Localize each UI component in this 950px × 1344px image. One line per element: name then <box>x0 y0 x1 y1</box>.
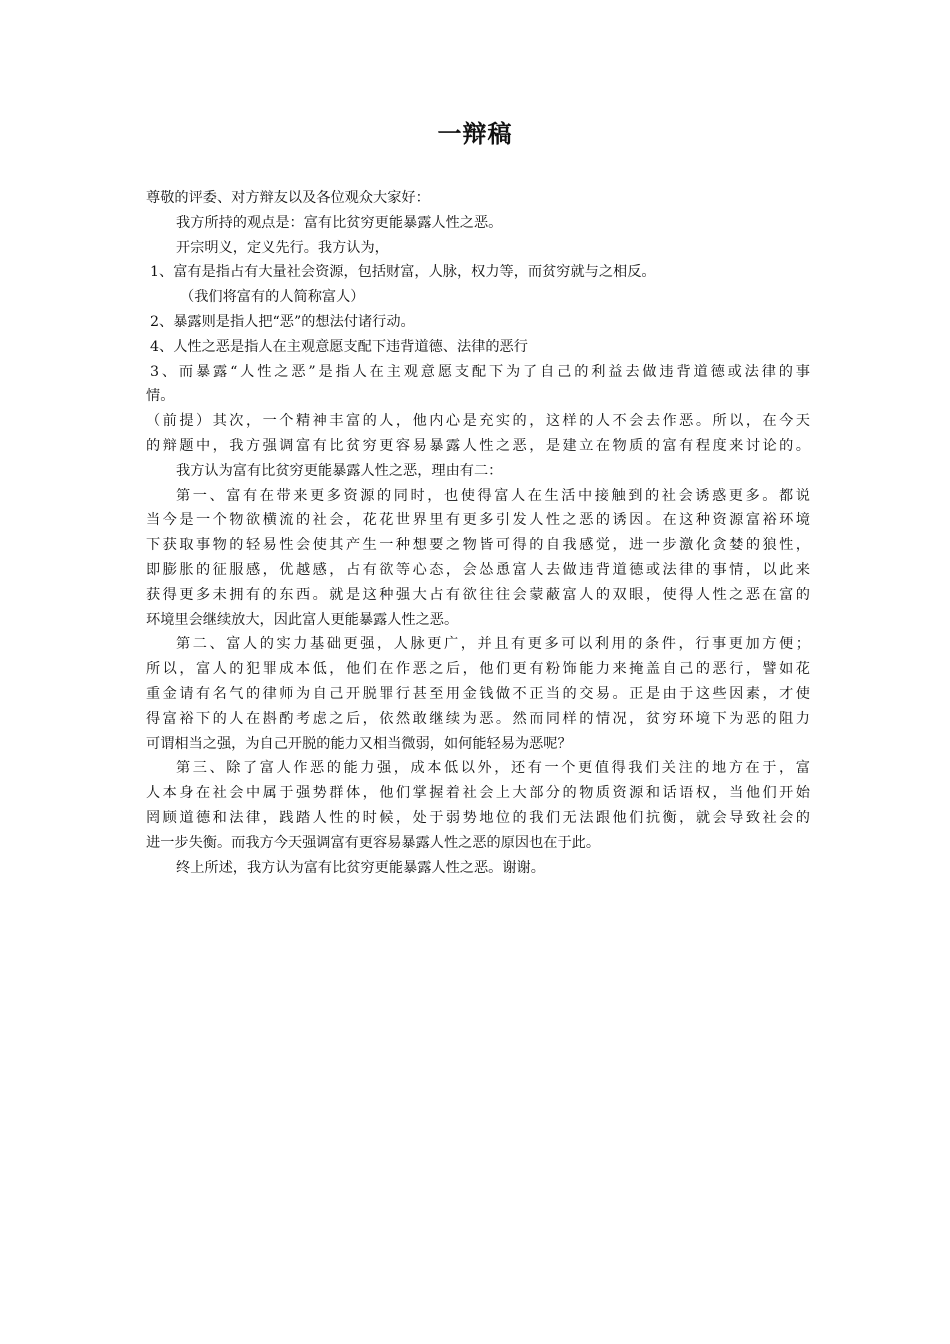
paragraph-line: 下获取事物的轻易性会使其产生一种想要之物皆可得的自我感觉，进一步激化贪婪的狼性， <box>146 537 810 554</box>
paragraph-line: 得富裕下的人在斟酌考虑之后，依然敢继续为恶。然而同样的情况，贫穷环境下为恶的阻力 <box>146 710 810 727</box>
paragraph-line: 罔顾道德和法律，践踏人性的时候，处于弱势地位的我们无法跟他们抗衡，就会导致社会的 <box>146 809 810 826</box>
paragraph-line: 2、暴露则是指人把“恶”的想法付诸行动。 <box>150 313 415 330</box>
paragraph-line: 人本身在社会中属于强势群体，他们掌握着社会上大部分的物质资源和话语权，当他们开始 <box>146 785 810 802</box>
paragraph-line: 情。 <box>146 388 175 405</box>
paragraph-line: 第一、富有在带来更多资源的同时，也使得富人在生活中接触到的社会诱惑更多。都说 <box>176 487 810 504</box>
paragraph-line: 我方所持的观点是：富有比贫穷更能暴露人性之恶。 <box>176 214 503 231</box>
paragraph-line: 环境里会继续放大，因此富人更能暴露人性之恶。 <box>146 611 459 628</box>
paragraph-line: 尊敬的评委、对方辩友以及各位观众大家好： <box>146 190 430 206</box>
paragraph-line: 我方认为富有比贫穷更能暴露人性之恶，理由有二： <box>176 462 503 479</box>
paragraph-line: 所以，富人的犯罪成本低，他们在作恶之后，他们更有粉饰能力来掩盖自己的恶行，譬如花 <box>146 661 810 678</box>
paragraph-line: 终上所述，我方认为富有比贫穷更能暴露人性之恶。谢谢。 <box>176 859 545 876</box>
paragraph-line: 第二、富人的实力基础更强，人脉更广，并且有更多可以利用的条件，行事更加方便； <box>176 636 810 653</box>
paragraph-line: 1、富有是指占有大量社会资源，包括财富，人脉，权力等，而贫穷就与之相反。 <box>150 264 656 281</box>
paragraph-line: 开宗明义，定义先行。我方认为， <box>176 239 389 256</box>
paragraph-line: 4、人性之恶是指人在主观意愿支配下违背道德、法律的恶行 <box>150 338 528 355</box>
paragraph-line: 可谓相当之强，为自己开脱的能力又相当微弱，如何能轻易为恶呢？ <box>146 735 572 752</box>
paragraph-line: 当今是一个物欲横流的社会，花花世界里有更多引发人性之恶的诱因。在这种资源富裕环境 <box>146 512 810 529</box>
paragraph-line: 重金请有名气的律师为自己开脱罪行甚至用金钱做不正当的交易。正是由于这些因素，才使 <box>146 685 810 702</box>
document-body <box>146 186 810 880</box>
paragraph-line: 即膨胀的征服感，优越感，占有欲等心态，会怂恿富人去做违背道德或法律的事情，以此来 <box>146 561 810 578</box>
paragraph-line: （我们将富有的人简称富人） <box>180 289 365 306</box>
paragraph-line: 的辩题中，我方强调富有比贫穷更容易暴露人性之恶，是建立在物质的富有程度来讨论的。 <box>146 437 810 454</box>
paragraph-line: 3、而暴露“人性之恶”是指人在主观意愿支配下为了自己的利益去做违背道德或法律的事 <box>150 363 810 380</box>
document-title: 一辩稿 <box>437 120 513 148</box>
paragraph-line: 获得更多未拥有的东西。就是这种强大占有欲往往会蒙蔽富人的双眼，使得人性之恶在富的 <box>146 586 810 603</box>
paragraph-line: （前提）其次，一个精神丰富的人，他内心是充实的，这样的人不会去作恶。所以，在今天 <box>146 413 810 430</box>
paragraph-line: 进一步失衡。而我方今天强调富有更容易暴露人性之恶的原因也在于此。 <box>146 834 601 851</box>
paragraph-line: 第三、除了富人作恶的能力强，成本低以外，还有一个更值得我们关注的地方在于，富 <box>176 760 810 777</box>
